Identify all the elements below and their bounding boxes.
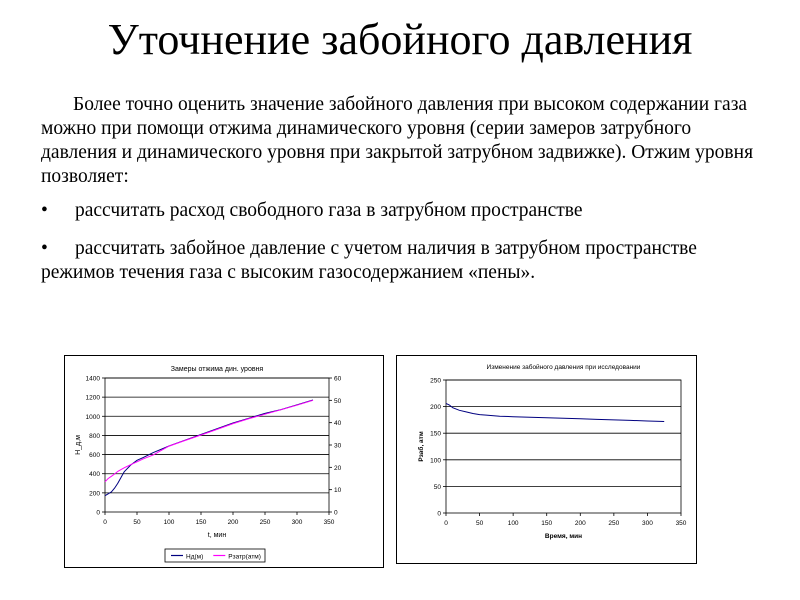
x-tick-label: 350 <box>675 520 687 527</box>
y2-tick-label: 30 <box>334 442 342 450</box>
plot-area <box>105 378 329 512</box>
y-tick-label: 1200 <box>85 394 100 402</box>
y-tick-label: 250 <box>430 377 441 385</box>
x-tick-label: 100 <box>163 519 175 526</box>
bullet-item-1 <box>41 199 771 223</box>
y-tick-label: 600 <box>89 452 100 460</box>
page-title: Уточнение забойного давления <box>107 15 693 64</box>
x-tick-label: 100 <box>507 520 519 527</box>
bullet-text-2: рассчитать забойное давление с учетом наличия в затрубном пространстве режимов течения газа с высоким газосодержанием «пены». <box>41 238 697 283</box>
y-tick-label: 100 <box>430 457 441 465</box>
y-tick-label: 200 <box>430 404 441 412</box>
bullet-text-1: рассчитать расход свободного газа в затрубном пространстве <box>75 200 583 221</box>
x-axis-label: Время, мин <box>544 533 583 540</box>
x-axis-label: t, мин <box>207 532 227 539</box>
y2-tick-label: 20 <box>334 464 342 472</box>
x-tick-label: 250 <box>259 519 271 526</box>
y-tick-label: 50 <box>433 483 441 491</box>
series-line-1 <box>105 400 313 496</box>
y-tick-label: 150 <box>430 430 441 438</box>
x-tick-label: 300 <box>641 520 653 527</box>
x-tick-label: 0 <box>103 519 107 526</box>
y-tick-label: 800 <box>89 432 100 440</box>
x-tick-label: 300 <box>291 519 303 526</box>
x-tick-label: 0 <box>444 520 448 527</box>
bullet-marker: • <box>41 238 48 259</box>
x-tick-label: 200 <box>574 520 586 527</box>
y2-tick-label: 60 <box>334 375 342 383</box>
y2-tick-label: 40 <box>334 420 342 428</box>
x-tick-label: 150 <box>195 519 207 526</box>
x-tick-label: 250 <box>608 520 620 527</box>
chart-title: Замеры отжима дин. уровня <box>170 366 264 373</box>
series-line-1 <box>446 403 664 421</box>
x-tick-label: 200 <box>227 519 239 526</box>
y-axis-label: Рзаб, атм <box>418 431 425 462</box>
y-tick-label: 0 <box>437 510 441 518</box>
y-tick-label: 400 <box>89 471 100 479</box>
legend-label-1: Нд(м) <box>186 553 204 561</box>
bullet-marker: • <box>41 200 48 221</box>
y-tick-label: 1400 <box>85 375 100 383</box>
x-tick-label: 50 <box>475 520 484 527</box>
y-tick-label: 1000 <box>85 413 100 421</box>
chart-bottomhole-pressure-svg <box>397 356 696 563</box>
chart-level-squeeze-svg <box>65 356 383 567</box>
x-tick-label: 350 <box>323 519 335 526</box>
intro-paragraph: Более точно оценить значение забойного давления при высоком содержании газа можно при помощи отжима динамического уровня (серии замеров затрубного давления и динамического уровня при закрытой затрубном задвижке). Отжим уровня позволяет: <box>41 94 754 187</box>
plot-area <box>446 380 681 513</box>
y-axis-label: Н_д,м <box>75 435 82 455</box>
y2-tick-label: 0 <box>334 509 338 517</box>
body-text <box>41 93 771 285</box>
series-line-2 <box>105 400 313 482</box>
bullet-item-2 <box>41 237 771 285</box>
chart-level-squeeze <box>64 355 384 568</box>
legend-label-2: Рзатр(атм) <box>228 553 261 561</box>
y-tick-label: 0 <box>96 509 100 517</box>
y-tick-label: 200 <box>89 490 100 498</box>
x-tick-label: 150 <box>541 520 553 527</box>
chart-title: Изменение забойного давления при исследовании <box>486 364 641 371</box>
y2-tick-label: 10 <box>334 487 342 495</box>
y2-tick-label: 50 <box>334 397 342 405</box>
chart-bottomhole-pressure <box>396 355 697 564</box>
x-tick-label: 50 <box>133 519 141 526</box>
